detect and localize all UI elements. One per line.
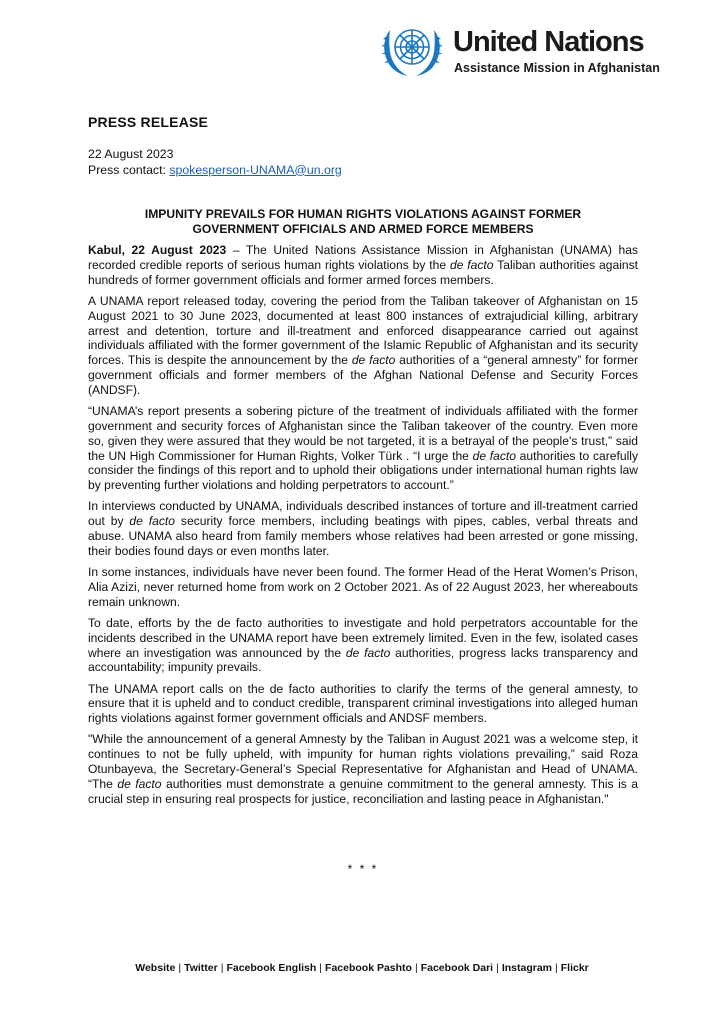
release-meta <box>88 147 342 178</box>
paragraph-2 <box>88 294 638 398</box>
paragraph-4-italic: de facto <box>129 514 176 529</box>
paragraph-1-text-b: Taliban authorities against hundreds of former government officials and former armed forces members. <box>88 257 639 287</box>
footer-link-twitter[interactable]: Twitter <box>184 962 218 974</box>
un-emblem-icon <box>378 22 446 78</box>
paragraph-1 <box>88 243 638 288</box>
org-name: United Nations <box>453 26 644 58</box>
paragraph-3-text-a: “UNAMA’s report presents a sobering picture of the treatment of individuals affiliated with the former government and security forces of Afghanistan since the Taliban takeover of the country. Even more so, given they were assured that they would be not targeted, it is a betrayal of the people’s trust,” said the UN High Commissioner for Human Rights, Volker Türk . “I urge the <box>88 404 638 463</box>
paragraph-6-italic: de facto <box>345 645 391 660</box>
press-contact-email-link[interactable]: spokesperson-UNAMA@un.org <box>169 162 342 177</box>
paragraph-8 <box>88 732 638 806</box>
paragraph-4-text-a: In interviews conducted by UNAMA, individuals described instances of torture and ill-treatment carried out by <box>88 499 638 529</box>
paragraph-7: The UNAMA report calls on the de facto authorities to clarify the terms of the general amnesty, to ensure that it is upheld and to conduct credible, transparent criminal investigations into alleged human rights violations against former government officials and ANDSF members. <box>88 681 638 726</box>
paragraph-5: In some instances, individuals have never been found. The former Head of the Herat Women’s Prison, Alia Azizi, never returned home from work on 2 October 2021. As of 22 August 2023, her whereabouts remain unknown. <box>88 565 638 609</box>
paragraph-2-italic: de facto <box>351 353 396 368</box>
paragraph-3 <box>88 404 638 493</box>
footer-separator: | <box>319 962 323 974</box>
footer-separator: | <box>414 962 418 974</box>
paragraph-6-text-b: authorities, progress lacks transparency and accountability; impunity prevails. <box>88 645 639 675</box>
dateline: Kabul, 22 August 2023 <box>88 243 227 257</box>
footer-separator: | <box>178 962 182 974</box>
paragraph-4-text-b: security force members, including beatings with pipes, cables, verbal threats and abuse. UNAMA also heard from family members whose relatives had been arrested or gone missing, their bodies found days or even months later. <box>88 514 639 558</box>
footer-link-instagram[interactable]: Instagram <box>501 962 552 974</box>
paragraph-3-italic: de facto <box>472 448 516 463</box>
un-logo-header <box>378 22 708 82</box>
footer-links <box>0 962 724 974</box>
footer-link-facebook-dari[interactable]: Facebook Dari <box>420 962 494 974</box>
paragraph-2-text-b: authorities of a “general amnesty” for former government officials and former members of the Afghan National Defense and Security Forces (ANDSF). <box>88 353 638 397</box>
paragraph-4 <box>88 499 638 558</box>
footer-link-facebook-english[interactable]: Facebook English <box>226 962 317 974</box>
press-release-label: PRESS RELEASE <box>88 114 209 130</box>
paragraph-1-italic: de facto <box>449 257 494 272</box>
footer-separator: | <box>555 962 558 974</box>
footer-separator: | <box>220 962 224 974</box>
org-subtitle: Assistance Mission in Afghanistan <box>454 61 660 75</box>
paragraph-8-italic: de facto <box>117 776 162 791</box>
headline <box>88 207 638 237</box>
paragraph-3-text-b: authorities to carefully consider the findings of this report and to uphold their obligations under international human rights law by preventing further violations and holding perpetrators to account.” <box>88 448 638 493</box>
paragraph-8-text-a: "While the announcement of a general Amnesty by the Taliban in August 2021 was a welcome step, it continues to not be fully upheld, with impunity for human rights violations prevailing,” said Roza Otunbayeva, the Secretary-General’s Special Representative for Afghanistan and Head of UNAMA. “The <box>88 732 638 791</box>
headline-line-1: IMPUNITY PREVAILS FOR HUMAN RIGHTS VIOLATIONS AGAINST FORMER <box>144 207 582 221</box>
press-contact-label: Press contact: <box>88 162 170 177</box>
press-contact <box>88 163 342 179</box>
end-marker: * * * <box>347 862 379 876</box>
footer-link-flickr[interactable]: Flickr <box>560 962 589 974</box>
paragraph-1-text-a: – The United Nations Assistance Mission in Afghanistan (UNAMA) has recorded credible reports of serious human rights violations by the <box>88 243 638 272</box>
paragraph-2-text-a: A UNAMA report released today, covering the period from the Taliban takeover of Afghanistan on 15 August 2021 to 30 June 2023, documented at least 800 instances of extrajudicial killing, arbitrary arrest and detention, torture and ill-treatment and enforced disappearance carried out against individuals affiliated with the former government of the Islamic Republic of Afghanistan and its security forces. This is despite the announcement by the <box>88 293 638 368</box>
headline-line-2: GOVERNMENT OFFICIALS AND ARMED FORCE MEMBERS <box>192 221 534 236</box>
article-body <box>88 243 638 813</box>
release-date: 22 August 2023 <box>88 147 174 161</box>
paragraph-6 <box>88 616 638 675</box>
paragraph-6-text-a: To date, efforts by the de facto authorities to investigate and hold perpetrators accountable for the incidents described in the UNAMA report have been extremely limited. Even in the few, isolated cases where an investigation was announced by the <box>88 615 638 660</box>
footer-link-facebook-pashto[interactable]: Facebook Pashto <box>325 962 412 974</box>
footer-link-website[interactable]: Website <box>135 962 176 974</box>
footer-separator: | <box>496 962 499 974</box>
paragraph-8-text-b: authorities must demonstrate a genuine commitment to the general amnesty. This is a crucial step in ensuring real prospects for justice, reconciliation and lasting peace in Afghanistan." <box>88 776 639 806</box>
